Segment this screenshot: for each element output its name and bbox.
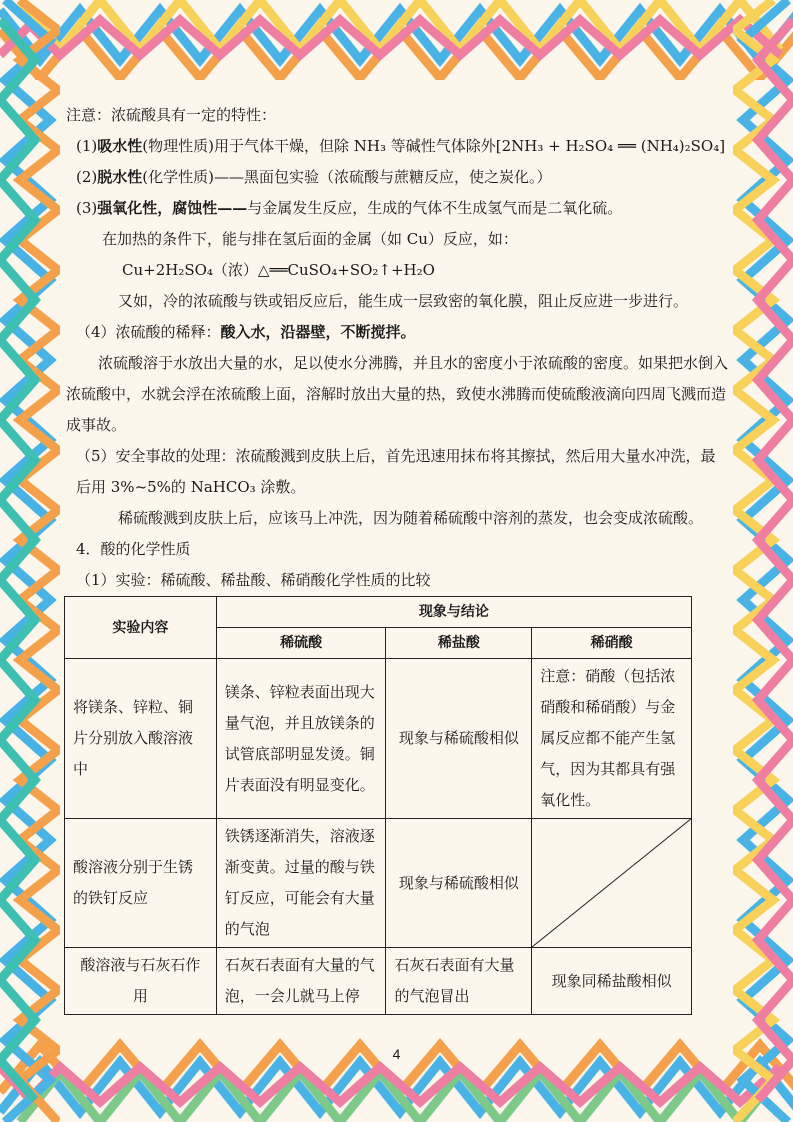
item-4-term: 酸入水，沿器壁，不断搅拌。: [220, 323, 416, 341]
row-1-sulfuric: 镁条、锌粒表面出现大量气泡，并且放镁条的试管底部明显发烫。铜片表面没有明显变化。: [216, 659, 386, 819]
row-3-nitric: 现象同稀盐酸相似: [532, 948, 692, 1015]
section-4-heading: 4．酸的化学性质: [76, 540, 191, 558]
header-group: 现象与结论: [216, 597, 691, 628]
intro-line: 注意：浓硫酸具有一定的特性：: [66, 106, 277, 124]
top-zigzag-border: [0, 0, 793, 80]
header-col-hydrochloric: 稀盐酸: [386, 628, 532, 659]
left-zigzag-border: [0, 0, 60, 1122]
item-2-num: (2): [76, 168, 98, 186]
item-3-rest: 与金属发生反应，生成的气体不生成氢气而是二氧化硫。: [247, 199, 623, 217]
right-zigzag-border: [733, 0, 793, 1122]
table-row: [65, 819, 692, 948]
page-number: 4: [392, 1046, 401, 1062]
item-2-term: 脱水性: [97, 168, 143, 186]
row-1-hydrochloric: 现象与稀硫酸相似: [386, 659, 532, 819]
item-1-num: (1): [76, 137, 98, 155]
row-2-sulfuric: 铁锈逐渐消失，溶液逐渐变黄。过量的酸与铁钉反应，可能会有大量的气泡: [216, 819, 386, 948]
row-3-hydrochloric: 石灰石表面有大量的气泡冒出: [386, 948, 532, 1015]
item-5-safety: （5）安全事故的处理：浓硫酸溅到皮肤上后，首先迅速用抹布将其擦拭，然后用大量水冲洗，最后用 3%~5%的 NaHCO₃ 涂敷。: [76, 447, 716, 496]
item-3-heating-note: 在加热的条件下，能与排在氢后面的金属（如 Cu）反应，如：: [102, 230, 518, 248]
item-3-passivation-note: 又如，冷的浓硫酸与铁或铝反应后，能生成一层致密的氧化膜，阻止反应进一步进行。: [118, 292, 689, 310]
item-2-dehydration: [66, 162, 730, 193]
item-3-oxidation: [66, 193, 730, 224]
row-1-nitric: 注意：硝酸（包括浓硝酸和稀硝酸）与金属反应都不能产生氢气，因为其都具有强氧化性。: [532, 659, 692, 819]
row-1-content: 将镁条、锌粒、铜片分别放入酸溶液中: [65, 659, 217, 819]
header-col-sulfuric: 稀硫酸: [216, 628, 386, 659]
item-4-dilution: [66, 317, 730, 348]
header-content: 实验内容: [65, 597, 217, 659]
item-1-rest: (物理性质)用于气体干燥，但除 NH₃ 等碱性气体除外[2NH₃ + H₂SO₄ ══ (NH₄)₂SO₄]: [142, 137, 726, 155]
row-3-content: 酸溶液与石灰石作用: [65, 948, 217, 1015]
acid-comparison-table: [64, 596, 692, 1015]
item-2-rest: (化学性质)——黑面包实验（浓硫酸与蔗糖反应，使之炭化。）: [142, 168, 552, 186]
item-5-dilute-note: 稀硫酸溅到皮肤上后，应该马上冲洗，因为随着稀硫酸中溶剂的蒸发，也会变成浓硫酸。: [118, 509, 704, 527]
item-3-term: 强氧化性，腐蚀性——: [97, 199, 248, 217]
row-2-hydrochloric: 现象与稀硫酸相似: [386, 819, 532, 948]
item-3-equation: Cu+2H₂SO₄（浓）△══CuSO₄+SO₂↑+H₂O: [122, 261, 435, 279]
row-2-nitric-empty: [532, 819, 692, 948]
item-1-absorbency: [66, 131, 730, 162]
item-1-term: 吸水性: [97, 137, 143, 155]
table-row: [65, 659, 692, 819]
item-4-explanation: 浓硫酸溶于水放出大量的水，足以使水分沸腾，并且水的密度小于浓硫酸的密度。如果把水倒入浓硫酸中，水就会浮在浓硫酸上面，溶解时放出大量的热，致使水沸腾而使硫酸液滴向四周飞溅而造成事故。: [66, 354, 729, 434]
item-3-num: (3): [76, 199, 98, 217]
document-body: [66, 100, 730, 596]
header-col-nitric: 稀硝酸: [532, 628, 692, 659]
section-4-subheading: （1）实验：稀硫酸、稀盐酸、稀硝酸化学性质的比较: [76, 571, 431, 589]
table-row: [65, 948, 692, 1015]
row-2-content: 酸溶液分别于生锈的铁钉反应: [65, 819, 217, 948]
item-4-num: （4）浓硫酸的稀释：: [76, 323, 221, 341]
table-header-row-1: [65, 597, 692, 628]
diagonal-slash: [532, 819, 691, 947]
row-3-sulfuric: 石灰石表面有大量的气泡，一会儿就马上停: [216, 948, 386, 1015]
